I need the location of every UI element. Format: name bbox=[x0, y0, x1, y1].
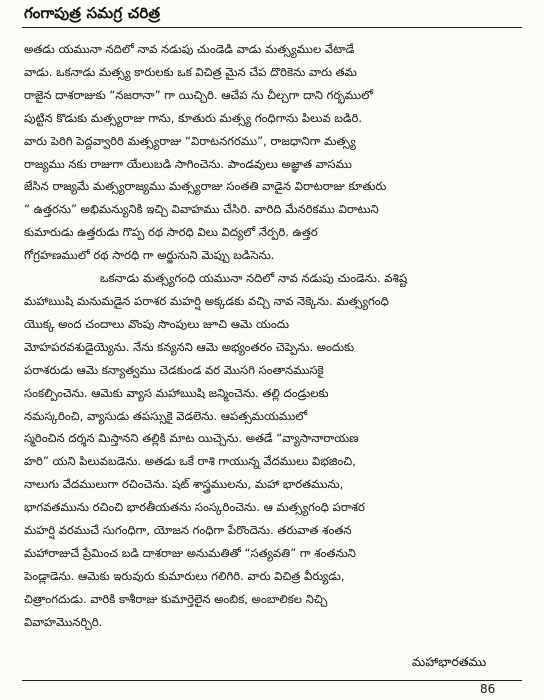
paragraph-2-line: పరాశరుడు ఆమె కన్యాత్వము చెడకుండ వర మొసగి సంతానముసకై bbox=[24, 362, 324, 377]
footer-rule bbox=[22, 680, 522, 681]
header-rule bbox=[22, 27, 522, 28]
paragraph-1-line: పుట్టిన కొడుకు మత్స్యరాజు గాను, కూతురు మత్స్య గంధిగాను పిలువ బడిరి. bbox=[24, 110, 363, 125]
paragraph-2-line: యొక్క అంద చందాలు వొంపు సొంపులు జూచి ఆమె యందు bbox=[24, 316, 289, 331]
paragraph-1-line: వారు పెరిగి పెద్దవ్వారిరి మత్స్యరాజు “విరాటనగరము”, రాజధానిగా మత్స్య bbox=[24, 133, 356, 148]
paragraph-1-line: వాడు. ఒకనాడు మత్స్య కారులకు ఒక విచిత్ర మైన చేప దొరికెను వారు తమ bbox=[24, 64, 357, 79]
paragraph-2-line: చిత్రాంగదుడు. వారికి కాశీరాజు కుమార్తెలైన అంబిక, అంబాలికల నిచ్చి bbox=[24, 591, 328, 606]
paragraph-2-line: నాలుగు వేదములుగా రచించెను. షట్ శాస్త్రములను, మహా భారతమును, bbox=[24, 477, 344, 492]
footer-book-title: మహాభారతము bbox=[412, 654, 487, 669]
running-header-title: గంగాపుత్ర సమగ్ర చరిత్ర bbox=[24, 4, 161, 22]
paragraph-2-line: మహర్షి వరముచే సుగంధిగా, యోజన గంధిగా పేరొందెను. తరువాత శంతన bbox=[24, 523, 352, 538]
paragraph-1-line: గోగ్రహణములో రథ సారధి గా అర్జునుని మెప్పు బడిసెను. bbox=[24, 248, 275, 263]
paragraph-2-line: పెండ్లాడెను. ఆమెకు ఇరువురు కుమారులు గలిగిరి. వారు విచిత్ర వీర్యుడు, bbox=[24, 568, 345, 583]
paragraph-1-line: కుమారుడు ఉత్తరుడు గొప్ప రథ సారధి విలు విద్యలో నేర్పరి. ఉత్తర bbox=[24, 225, 318, 240]
paragraph-2-line: ఒకనాడు మత్స్యగంధి యమునా నదిలో నావ నడుపు చుండెను. వశిష్ట bbox=[100, 271, 408, 286]
paragraph-1-line: రాజ్యము నకు రాజుగా యేలుబడి సాగించెను. పాండవులు అజ్ఞాత వాసము bbox=[24, 156, 352, 171]
paragraph-2-line: స్మరించిన దర్శన మిస్తానని తల్లికి మాట యిచ్చెను. అతడే “వ్యాసానారాయణ bbox=[24, 431, 359, 446]
paragraph-2-line: హరి” యని పిలువబడెను. అతడు ఒకే రాశి గాయున్న వేదములు విభజించి, bbox=[24, 454, 356, 469]
paragraph-2-line: భాగవతమును రచించి భారతీయతను సంస్కరించెను. ఆ మత్స్యగంధి పరాశర bbox=[24, 500, 365, 515]
paragraph-2-line: మోహపరవశుడైయ్యెను. నేను కన్యనని ఆమె అభ్యంతరం చెప్పెను. అందుకు bbox=[24, 339, 355, 354]
paragraph-1-line: రాజైన దాశరాజుకు “నజరానా” గా యిచ్చిరి. ఆచేప ను చీల్చగా దాని గర్భములో bbox=[24, 87, 374, 102]
paragraph-2-line: నమస్కరించి, వ్యాసుడు తపస్సుకై వెడలెను. ఆపత్సమయములో bbox=[24, 408, 308, 423]
paragraph-1-line: అతడు యమునా నదిలో నావ నడుపు చుండెడి వాడు మత్స్యముల వేటాడే bbox=[24, 42, 355, 56]
paragraph-1-line: జేసిన రాజ్యమే మత్స్యరాజ్యము మత్స్యరాజు సంతతి వాడైన విరాటరాజు కూతురు bbox=[24, 179, 387, 194]
page-number: 86 bbox=[480, 682, 496, 696]
paragraph-2-line: మహారాజుచే ప్రేమించ బడి దాశరాజు అనుమతితో “సత్యవతి” గా శంతనుని bbox=[24, 545, 356, 560]
paragraph-2-line: వివాహమొనర్చిరి. bbox=[24, 614, 103, 629]
paragraph-2-line: సంకల్పించెను. ఆమెకు వ్యాస మహాఋషి జన్మించెను. తల్లి దండ్రులకు bbox=[24, 385, 329, 400]
paragraph-1-line: “ ఉత్తరను” అభిమన్యునికి ఇచ్చి వివాహము చేసిరి. వారిది మేనరికము విరాటుని bbox=[24, 202, 379, 217]
body-text bbox=[24, 38, 520, 634]
paragraph-2-line: మహాఋషి మనుమడైన పరాశర మహర్షి అక్కడకు వచ్చి నావ నెక్కెను. మత్స్యగంధి bbox=[24, 293, 389, 308]
